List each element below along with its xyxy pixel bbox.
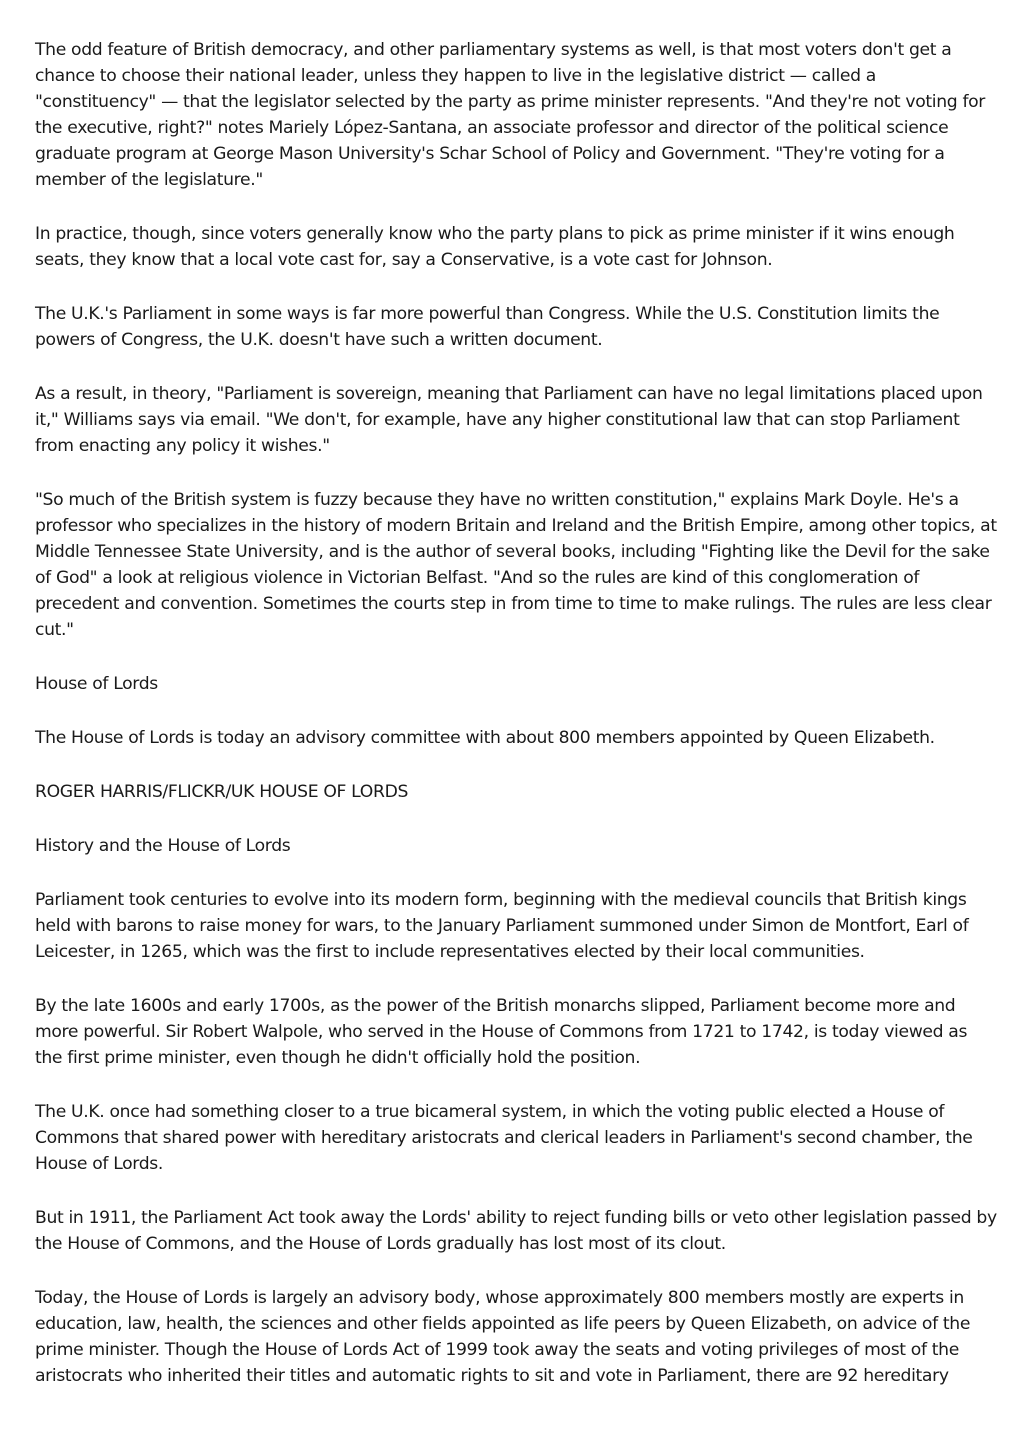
image-caption: The House of Lords is today an advisory committee with about 800 members appointed by Queen Elizabeth.	[35, 728, 935, 748]
section-heading: History and the House of Lords	[35, 836, 291, 856]
paragraph-parliament-powerful: The U.K.'s Parliament in some ways is far more powerful than Congress. While the U.S. Constitution limits the powers of Congress, the U.K. doesn't have such a written document.	[35, 304, 940, 350]
image-title: House of Lords	[35, 674, 158, 694]
image-credit: ROGER HARRIS/FLICKR/UK HOUSE OF LORDS	[35, 782, 409, 802]
paragraph-advisory-body: Today, the House of Lords is largely an advisory body, whose approximately 800 members mostly are experts in education, law, health, the sciences and other fields appointed as life peers by Queen Elizabeth, on advice of the prime minister. Though the House of Lords Act of 1999 took away the seats and voting privileges of most of the aristocrats who inherited their titles and automatic rights to sit and vote in Parliament, there are 92 hereditary	[35, 1288, 971, 1386]
paragraph-bicameral: The U.K. once had something closer to a true bicameral system, in which the voting public elected a House of Commons that shared power with hereditary aristocrats and clerical leaders in Parliament's second chamber, the House of Lords.	[35, 1102, 973, 1174]
paragraph-sovereign: As a result, in theory, "Parliament is sovereign, meaning that Parliament can have no legal limitations placed upon it," Williams says via email. "We don't, for example, have any higher constitutional law that can stop Parliament from enacting any policy it wishes."	[35, 384, 983, 456]
article-body	[35, 37, 997, 1389]
paragraph-practice: In practice, though, since voters generally know who the party plans to pick as prime minister if it wins enough seats, they know that a local vote cast for, say a Conservative, is a vote cast for Johnson.	[35, 224, 955, 270]
paragraph-fuzzy-system: "So much of the British system is fuzzy because they have no written constitution," explains Mark Doyle. He's a professor who specializes in the history of modern Britain and Ireland and the British Empire, among other topics, at Middle Tennessee State University, and is the author of several books, including "Fighting like the Devil for the sake of God" a look at religious violence in Victorian Belfast. "And so the rules are kind of this conglomeration of precedent and convention. Sometimes the courts step in from time to time to make rulings. The rules are less clear cut."	[35, 490, 997, 640]
paragraph-voters-leader: The odd feature of British democracy, and other parliamentary systems as well, is that most voters don't get a chance to choose their national leader, unless they happen to live in the legislative district — called a "constituency" — that the legislator selected by the party as prime minister represents. "And they're not voting for the executive, right?" notes Mariely López-Santana, an associate professor and director of the political science graduate program at George Mason University's Schar School of Policy and Government. "They're voting for a member of the legislature."	[35, 40, 986, 190]
paragraph-walpole: By the late 1600s and early 1700s, as the power of the British monarchs slipped, Parliament become more and more powerful. Sir Robert Walpole, who served in the House of Commons from 1721 to 1742, is today viewed as the first prime minister, even though he didn't officially hold the position.	[35, 996, 968, 1068]
paragraph-evolution: Parliament took centuries to evolve into its modern form, beginning with the medieval councils that British kings held with barons to raise money for wars, to the January Parliament summoned under Simon de Montfort, Earl of Leicester, in 1265, which was the first to include representatives elected by their local communities.	[35, 890, 969, 962]
paragraph-parliament-act: But in 1911, the Parliament Act took away the Lords' ability to reject funding bills or veto other legislation passed by the House of Commons, and the House of Lords gradually has lost most of its clout.	[35, 1208, 997, 1254]
